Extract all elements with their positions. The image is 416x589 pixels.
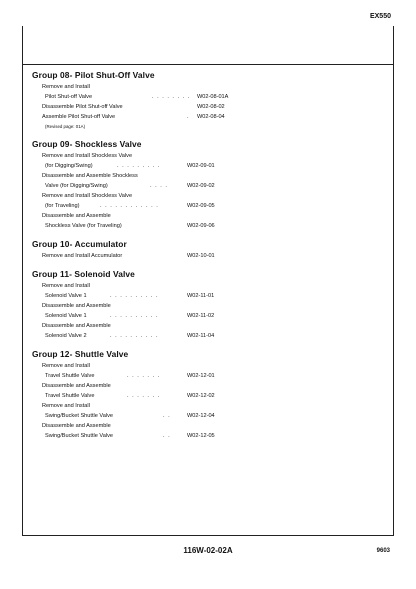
toc-row bbox=[32, 201, 372, 211]
entry-label: Shockless Valve (for Traveling) bbox=[45, 223, 122, 229]
entry-label: Travel Shuttle Valve bbox=[45, 393, 95, 399]
toc-row bbox=[32, 171, 372, 181]
page-ref: W02-09-05 bbox=[187, 203, 215, 209]
leader-dots: . . bbox=[163, 433, 171, 439]
leader-dots: . . . . . . . . . . bbox=[110, 333, 159, 339]
toc-group-10 bbox=[32, 239, 372, 261]
toc-row bbox=[32, 161, 372, 171]
entry-label: Assemble Pilot Shut-off Valve bbox=[42, 114, 116, 120]
entry-label: Disassemble and Assemble Shockless bbox=[42, 173, 138, 179]
entry-label: Solenoid Valve 1 bbox=[45, 313, 87, 319]
leader-dots: . . . . . . . bbox=[127, 373, 161, 379]
page-ref: W02-11-04 bbox=[187, 333, 215, 339]
toc-row bbox=[32, 181, 372, 191]
toc-row bbox=[32, 321, 372, 331]
page-ref: W02-12-04 bbox=[187, 413, 215, 419]
page-ref: W02-08-02 bbox=[197, 104, 225, 110]
entry-label: Swing/Bucket Shuttle Valve bbox=[45, 433, 113, 439]
entry-label: Disassemble and Assemble bbox=[42, 423, 111, 429]
entry-label: Travel Shuttle Valve bbox=[45, 373, 95, 379]
page-ref: W02-12-05 bbox=[187, 433, 215, 439]
toc-row bbox=[32, 371, 372, 381]
leader-dots: . . . . . . . . . . bbox=[110, 313, 159, 319]
leader-dots: . . . . bbox=[150, 183, 168, 189]
toc-row bbox=[32, 421, 372, 431]
entry-label: Remove and Install bbox=[42, 403, 90, 409]
toc-group-08 bbox=[32, 70, 372, 131]
toc-row bbox=[32, 291, 372, 301]
entry-label: Valve (for Digging/Swing) bbox=[45, 183, 108, 189]
entry-label: Disassemble and Assemble bbox=[42, 323, 111, 329]
group-title: Group 11- Solenoid Valve bbox=[32, 269, 135, 279]
toc-group-12 bbox=[32, 349, 372, 441]
frame-left-edge bbox=[22, 26, 23, 64]
toc-row bbox=[32, 311, 372, 321]
toc-row bbox=[32, 82, 372, 92]
leader-dots: . . . . . . . . . . . . bbox=[100, 203, 159, 209]
page-ref: W02-09-01 bbox=[187, 163, 215, 169]
page-ref: W02-08-04 bbox=[197, 114, 225, 120]
toc-content bbox=[32, 70, 372, 449]
toc-row bbox=[32, 361, 372, 371]
page-ref: W02-12-01 bbox=[187, 373, 215, 379]
toc-row bbox=[32, 281, 372, 291]
toc-row bbox=[32, 431, 372, 441]
entry-label: Remove and Install bbox=[42, 84, 90, 90]
frame-right-edge bbox=[393, 26, 394, 64]
toc-row bbox=[32, 411, 372, 421]
entry-label: Remove and Install Accumulator bbox=[42, 253, 123, 259]
group-title: Group 08- Pilot Shut-Off Valve bbox=[32, 70, 155, 80]
toc-row bbox=[32, 151, 372, 161]
leader-dots: . . . . . . . bbox=[127, 393, 161, 399]
page-ref: W02-09-06 bbox=[187, 223, 215, 229]
group-title: Group 12- Shuttle Valve bbox=[32, 349, 129, 359]
entry-label: Pilot Shut-off Valve bbox=[45, 94, 93, 100]
entry-label: Solenoid Valve 2 bbox=[45, 333, 87, 339]
toc-row bbox=[32, 102, 372, 112]
entry-label: Remove and Install bbox=[42, 283, 90, 289]
toc-row bbox=[32, 301, 372, 311]
toc-row bbox=[32, 401, 372, 411]
leader-dots: . bbox=[187, 114, 190, 120]
page-ref: W02-11-01 bbox=[187, 293, 215, 299]
group-title: Group 10- Accumulator bbox=[32, 239, 127, 249]
model-label: EX550 bbox=[369, 13, 391, 20]
date-code: 9603 bbox=[376, 548, 390, 554]
entry-label: (for Traveling) bbox=[45, 203, 80, 209]
toc-row bbox=[32, 191, 372, 201]
entry-label: Disassemble and Assemble bbox=[42, 383, 111, 389]
group-title: Group 09- Shockless Valve bbox=[32, 139, 142, 149]
toc-row bbox=[32, 221, 372, 231]
page-ref: W02-12-02 bbox=[187, 393, 215, 399]
page-code: 116W-02-02A bbox=[183, 546, 233, 555]
leader-dots: . . . . . . . . bbox=[152, 94, 191, 100]
leader-dots: . . . . . . . . . . bbox=[110, 293, 159, 299]
toc-group-11 bbox=[32, 269, 372, 341]
entry-label: Disassemble Pilot Shut-off Valve bbox=[42, 104, 123, 110]
page-ref: W02-11-02 bbox=[187, 313, 215, 319]
page-ref: W02-10-01 bbox=[187, 253, 215, 259]
toc-row bbox=[32, 92, 372, 102]
entry-label: Swing/Bucket Shuttle Valve bbox=[45, 413, 113, 419]
toc-row bbox=[32, 251, 372, 261]
entry-label: Remove and Install Shockless Valve bbox=[42, 193, 133, 199]
entry-label: Disassemble and Assemble bbox=[42, 213, 111, 219]
leader-dots: . . bbox=[163, 413, 171, 419]
page-ref: W02-09-02 bbox=[187, 183, 215, 189]
toc-row bbox=[32, 381, 372, 391]
toc-row bbox=[32, 211, 372, 221]
toc-row bbox=[32, 391, 372, 401]
leader-dots: . . . . . . . . . bbox=[117, 163, 161, 169]
revision-note: (Revised page: 01A) bbox=[45, 124, 86, 129]
toc-group-09 bbox=[32, 139, 372, 231]
entry-label: Disassemble and Assemble bbox=[42, 303, 111, 309]
entry-label: Remove and Install bbox=[42, 363, 90, 369]
entry-label: Solenoid Valve 1 bbox=[45, 293, 87, 299]
entry-label: Remove and Install Shockless Valve bbox=[42, 153, 133, 159]
toc-row bbox=[32, 112, 372, 122]
entry-label: (for Digging/Swing) bbox=[45, 163, 93, 169]
page-ref: W02-08-01A bbox=[197, 94, 229, 100]
toc-row bbox=[32, 331, 372, 341]
